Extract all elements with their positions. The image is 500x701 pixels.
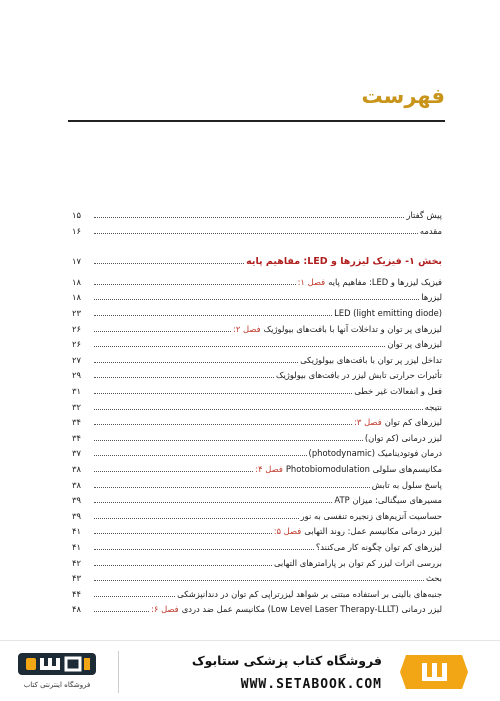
page-title: فهرست xyxy=(361,84,445,108)
toc-entry-title-group xyxy=(354,416,442,429)
toc-chapter-label: فصل ۶: xyxy=(151,604,179,615)
toc-entry-title: لیزر درمانی مکانیسم عمل: روند التهابی xyxy=(304,526,442,537)
toc-page-number: ۲۹ xyxy=(72,370,81,381)
toc-chapter-label: فصل ۴: xyxy=(255,464,283,474)
toc-page-number: ۳۴ xyxy=(72,432,81,443)
toc-entry[interactable] xyxy=(72,307,442,320)
toc-chapter-entry[interactable] xyxy=(72,416,442,429)
toc-leader-dots xyxy=(94,217,404,218)
toc-entry[interactable] xyxy=(72,588,442,601)
toc-entry[interactable] xyxy=(72,401,442,414)
toc-entry-title: LED (light emitting diode) xyxy=(334,308,442,318)
footer-banner xyxy=(0,640,500,701)
toc-leader-dots xyxy=(94,533,272,534)
svg-text:فروشگاه اینترنتی کتاب: فروشگاه اینترنتی کتاب xyxy=(23,681,91,689)
toc-page-number: ۲۶ xyxy=(72,339,81,350)
toc-entry-title: لیزرهای پر توان xyxy=(387,339,442,350)
toc-page-number: ۱۸ xyxy=(72,292,81,303)
toc-entry-title: تداخل لیزر پر توان با بافت‌های بیولوژیکی xyxy=(300,354,442,365)
toc-leader-dots xyxy=(94,580,424,581)
toc-page-number: ۲۶ xyxy=(72,323,81,334)
toc-entry-title-group xyxy=(274,557,442,570)
toc-leader-dots xyxy=(94,299,419,300)
toc-entry-title-group xyxy=(276,369,442,382)
toc-entry-title: پاسخ سلول به تابش xyxy=(371,479,442,490)
toc-leader-dots xyxy=(94,565,272,566)
toc-chapter-entry[interactable] xyxy=(72,463,442,476)
toc-leader-dots xyxy=(94,596,175,597)
toc-entry[interactable] xyxy=(72,479,442,492)
toc-entry-title-group xyxy=(309,447,442,460)
toc-leader-dots xyxy=(94,331,231,332)
toc-entry-title: مکانیسم‌های سلولی Photobiomodulation xyxy=(285,464,442,474)
toc-entry-title: حساسیت آنزیم‌های زنجیره تنفسی به نور xyxy=(300,510,442,521)
toc-chapter-label: فصل ۵: xyxy=(273,526,302,537)
toc-leader-dots xyxy=(94,315,332,316)
toc-entry-title: فعل و انفعالات غیر خطی xyxy=(354,386,442,396)
footer-separator xyxy=(118,651,119,693)
toc-page-number: ۴۴ xyxy=(72,588,81,599)
toc-page-number: ۳۷ xyxy=(72,448,81,459)
toc-entry[interactable] xyxy=(72,354,442,367)
toc-page-number: ۳۲ xyxy=(72,401,81,412)
toc-leader-dots xyxy=(94,440,363,441)
toc-page-number: ۴۳ xyxy=(72,573,81,584)
toc-entry-title: لیزرهای پر توان و تداخلات آنها با بافت‌های بیولوژیک xyxy=(263,323,442,334)
toc-page-number: ۳۹ xyxy=(72,510,81,521)
setabook-badge-icon xyxy=(398,651,470,693)
toc-leader-dots xyxy=(94,409,423,410)
toc-entry-title: نتیجه xyxy=(424,401,442,412)
toc-entry[interactable] xyxy=(72,369,442,382)
toc-leader-dots xyxy=(94,284,296,285)
toc-chapter-entry[interactable] xyxy=(72,276,442,289)
toc-entry-title-group xyxy=(300,354,442,367)
toc-entry-title-group xyxy=(354,385,442,398)
toc-leader-dots xyxy=(94,518,299,519)
toc-entry-title-group xyxy=(334,307,442,320)
toc-entry-title-group xyxy=(177,588,442,601)
toc-entry[interactable] xyxy=(72,447,442,460)
shop-url[interactable]: WWW.SETABOOK.COM xyxy=(240,677,382,692)
toc-leader-dots xyxy=(94,362,298,363)
toc-leader-dots xyxy=(94,263,244,264)
toc-entry[interactable] xyxy=(72,510,442,523)
toc-page-number: ۲۳ xyxy=(72,308,81,318)
toc-entry-title: لیزرهای کم توان چگونه کار می‌کنند؟ xyxy=(315,542,442,552)
toc-entry-title-group xyxy=(365,432,442,445)
toc-leader-dots xyxy=(94,611,149,612)
toc-entry[interactable] xyxy=(72,494,442,507)
toc-entry[interactable] xyxy=(72,385,442,398)
toc-entry-title-group xyxy=(255,463,442,476)
setabook-logo-icon xyxy=(14,649,100,693)
toc-entry-title-group xyxy=(425,401,442,414)
toc-entry-title-group xyxy=(274,525,442,538)
toc-entry-title-group xyxy=(301,510,442,523)
toc-leader-dots xyxy=(94,233,418,234)
toc-entry[interactable] xyxy=(72,572,442,585)
toc-page-number: ۳۱ xyxy=(72,386,81,396)
toc-chapter-label: فصل ۳: xyxy=(354,417,382,428)
toc-entry-title-group xyxy=(421,291,442,304)
toc-entry-title: بررسی اثرات لیزر کم توان بر پارامترهای التهابی xyxy=(273,557,442,568)
toc-page-number: ۱۸ xyxy=(72,276,81,287)
toc-entry-title: مقدمه xyxy=(419,225,442,236)
toc-chapter-entry[interactable] xyxy=(72,323,442,336)
toc-entry-title: بحث xyxy=(426,573,442,584)
toc-entry[interactable] xyxy=(72,225,442,238)
toc-entry[interactable] xyxy=(72,209,442,222)
toc-entry-title-group xyxy=(426,572,442,585)
toc-entry-title-group xyxy=(387,338,442,351)
toc-leader-dots xyxy=(94,502,332,503)
toc-entry[interactable] xyxy=(72,541,442,554)
toc-chapter-label: فصل ۲: xyxy=(233,323,261,334)
toc-page-number: ۴۲ xyxy=(72,557,81,568)
toc-entry-title: تأثیرات حرارتی تابش لیزر در بافت‌های بیولوژیک xyxy=(275,370,442,381)
toc-entry-title: درمان فوتودینامیک (photodynamic) xyxy=(308,448,442,459)
toc-entry[interactable] xyxy=(72,291,442,304)
toc-entry-title: لیزر درمانی (Low Level Laser Therapy-LLLT) مکانیسم عمل ضد دردی xyxy=(181,604,442,615)
toc-page-number: ۱۷ xyxy=(72,256,81,267)
toc-page-number: ۱۵ xyxy=(72,210,81,220)
toc-part-heading[interactable] xyxy=(72,254,442,269)
toc-entry-title: فیزیک لیزرها و LED: مفاهیم پایه xyxy=(328,276,442,287)
toc-entry-title-group xyxy=(406,209,442,222)
toc-entry-title: جنبه‌های بالینی بر استفاده مبتنی بر شواهد لیزرتراپی کم توان در دندانپزشکی xyxy=(177,588,442,599)
toc-entry[interactable] xyxy=(72,557,442,570)
toc-leader-dots xyxy=(94,487,370,488)
toc-entry-title-group xyxy=(316,541,442,554)
toc-leader-dots xyxy=(94,377,274,378)
toc-page-number: ۱۶ xyxy=(72,225,81,236)
toc-chapter-entry[interactable] xyxy=(72,603,442,616)
toc-entry-title: پیش گفتار xyxy=(406,210,442,220)
toc-entry-title: مسیرهای سیگنالی: میزان ATP xyxy=(334,495,442,506)
toc-page-number: ۳۸ xyxy=(72,479,81,490)
toc-entry-title: بخش ۱- فیزیک لیزرها و LED: مفاهیم پایه xyxy=(246,256,442,268)
toc-leader-dots xyxy=(94,424,352,425)
toc-entry-title-group xyxy=(298,276,442,289)
toc-entry-title-group xyxy=(334,494,442,507)
toc-entry[interactable] xyxy=(72,338,442,351)
toc-entry-title-group xyxy=(420,225,442,238)
toc-page-number: ۴۸ xyxy=(72,604,81,615)
toc-leader-dots xyxy=(94,393,352,394)
toc-page-number: ۴۱ xyxy=(72,542,81,552)
toc-entry-title-group xyxy=(151,603,442,616)
toc-page-number: ۳۹ xyxy=(72,495,81,506)
shop-name: فروشگاه کتاب پزشکی ستابوک xyxy=(191,653,382,668)
toc-leader-dots xyxy=(94,455,307,456)
toc-entry-title: لیزرهای کم توان xyxy=(384,417,442,428)
toc-entry-title-group xyxy=(246,255,442,268)
toc-entry-title: لیزر درمانی (کم توان) xyxy=(364,432,442,443)
toc-page-number: ۲۷ xyxy=(72,354,81,365)
toc-page-number: ۳۴ xyxy=(72,417,81,428)
toc-entry-title-group xyxy=(372,479,442,492)
toc-leader-dots xyxy=(94,346,385,347)
toc-page-number: ۳۸ xyxy=(72,464,81,474)
toc-entry-title-group xyxy=(233,323,442,336)
toc-leader-dots xyxy=(94,471,253,472)
toc-page-number: ۴۱ xyxy=(72,526,81,537)
toc-entry-title: لیزرها xyxy=(421,292,442,303)
title-divider xyxy=(68,120,445,122)
toc-entry[interactable] xyxy=(72,432,442,445)
toc-leader-dots xyxy=(94,549,314,550)
toc-chapter-label: فصل ۱: xyxy=(297,276,326,287)
toc-chapter-entry[interactable] xyxy=(72,525,442,538)
